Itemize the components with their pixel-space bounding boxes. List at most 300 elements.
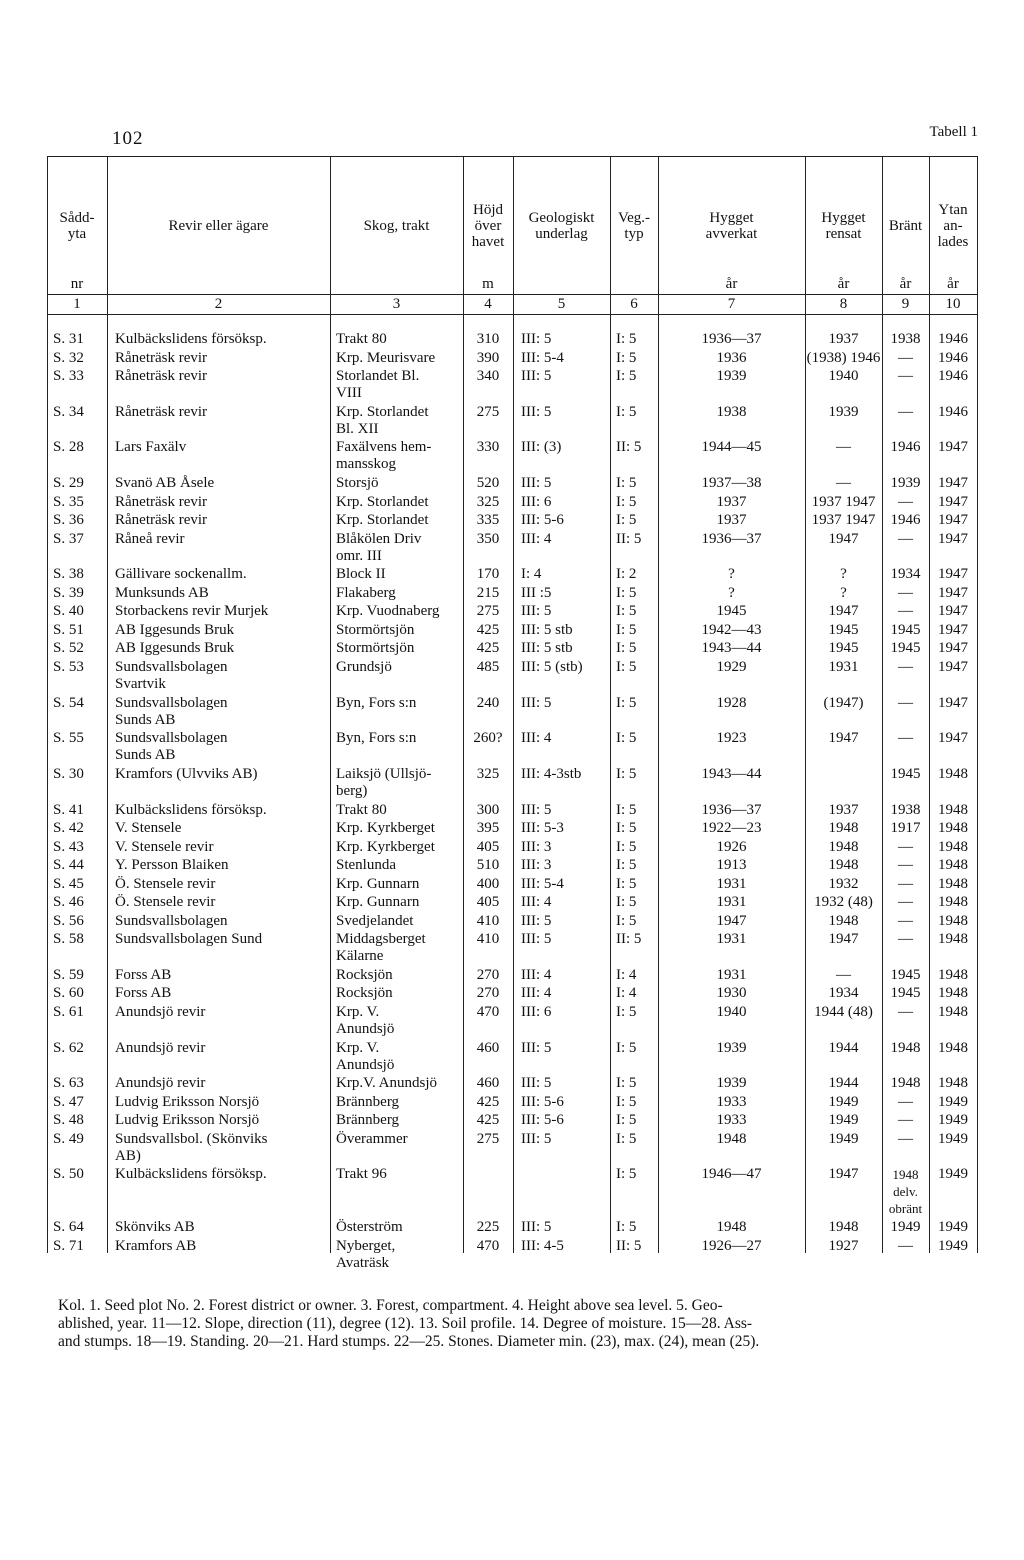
table-cell — [658, 1004, 805, 1021]
table-cell — [336, 350, 463, 367]
page-number: 102 — [112, 128, 144, 149]
table-cell-line: I: 5 — [616, 1039, 637, 1056]
table-cell — [53, 622, 107, 639]
table-cell-line: III: 5-4 — [521, 349, 564, 366]
table-cell — [115, 876, 330, 893]
table-cell — [53, 368, 107, 385]
table-cell — [805, 368, 882, 385]
table-cell-line: 405 — [476, 838, 500, 855]
table-cell — [115, 802, 330, 819]
table-cell-line: Sunds AB — [115, 747, 176, 764]
table-cell-line: — — [898, 1112, 913, 1129]
table-cell — [463, 1131, 513, 1148]
column-number: 5 — [557, 296, 566, 312]
table-cell-line: Ö. Stensele revir — [115, 875, 216, 892]
table-cell-line: 1932 (48) — [814, 894, 873, 911]
table-cell-line: — — [898, 1130, 913, 1147]
table-cell — [521, 1219, 610, 1236]
table-cell-line: 330 — [476, 439, 500, 456]
table-cell-line: 1948 — [828, 820, 859, 837]
table-cell — [616, 1094, 658, 1111]
table-cell — [929, 894, 977, 911]
table-cell-line: Storlandet Bl. — [336, 368, 420, 384]
table-cell — [53, 404, 107, 421]
table-cell — [463, 331, 513, 348]
table-cell — [658, 1075, 805, 1092]
table-cell-line: — — [898, 530, 913, 547]
table-cell — [463, 531, 513, 548]
table-cell — [463, 695, 513, 712]
table-cell-line: Råneträsk revir — [115, 403, 208, 420]
table-cell-line: Faxälvens hem- — [336, 439, 432, 456]
table-cell — [336, 1040, 463, 1074]
table-cell-line: I: 5 — [616, 493, 637, 510]
table-cell — [521, 695, 610, 712]
table-cell-line: 325 — [476, 493, 500, 510]
table-cell-line: I: 5 — [616, 801, 637, 818]
table-cell — [521, 1040, 610, 1057]
table-cell — [805, 439, 882, 456]
table-cell-line: 1948 — [828, 838, 859, 855]
table-cell — [658, 985, 805, 1002]
table-cell — [805, 1131, 882, 1148]
table-cell — [336, 730, 463, 747]
table-cell — [521, 475, 610, 492]
table-cell-line: Anundsjö — [336, 1020, 395, 1037]
table-cell-line: 425 — [476, 1112, 500, 1129]
table-cell — [53, 695, 107, 712]
table-cell — [336, 931, 463, 965]
table-cell — [616, 585, 658, 602]
table-cell — [336, 531, 463, 565]
table-cell — [521, 730, 610, 747]
table-cell-line: Kälarne — [336, 948, 384, 965]
column-header — [658, 210, 805, 242]
table-cell — [616, 894, 658, 911]
table-cell-line: 1932 — [828, 875, 859, 892]
table-cell-line: S. 53 — [53, 658, 84, 675]
table-cell-line: 275 — [476, 403, 500, 420]
table-cell — [616, 566, 658, 583]
table-cell — [882, 839, 929, 856]
table-cell-line: III: 5 — [521, 1130, 552, 1147]
table-cell — [53, 894, 107, 911]
table-cell-line: I: 5 — [616, 658, 637, 675]
table-cell-line: I: 4 — [616, 985, 637, 1002]
column-header — [463, 202, 513, 250]
table-cell-line: III: 5 — [521, 1039, 552, 1056]
table-cell-line: Skönviks AB — [115, 1219, 195, 1236]
table-cell — [115, 1075, 330, 1092]
table-cell-line: 1944—45 — [701, 439, 762, 456]
table-cell-line: 350 — [476, 530, 500, 547]
table-cell-line: 1949 — [938, 1237, 968, 1254]
table-cell-line: Rocksjön — [336, 966, 393, 983]
table-cell-line: — — [898, 1237, 913, 1254]
table-cell-line: Överammer — [336, 1130, 408, 1147]
table-cell — [616, 1219, 658, 1236]
table-cell-line: I: 4 — [521, 566, 542, 583]
table-cell-line: Krp. Storlandet — [336, 403, 429, 420]
table-cell — [805, 967, 882, 984]
table-cell-line: 1949 — [938, 1166, 968, 1183]
table-cell — [115, 1166, 330, 1183]
table-cell — [616, 695, 658, 712]
table-cell-line: Nyberget, — [336, 1237, 396, 1254]
table-cell — [805, 913, 882, 930]
table-cell-line: 1949 — [828, 1112, 859, 1129]
table-cell — [882, 350, 929, 367]
table-cell — [616, 1040, 658, 1057]
table-cell-line: 1933 — [716, 1112, 747, 1129]
table-cell — [616, 494, 658, 511]
table-cell — [463, 766, 513, 783]
table-cell-line: Svedjelandet — [336, 912, 414, 929]
table-cell-line: III: (3) — [521, 439, 562, 456]
table-cell — [115, 913, 330, 930]
table-cell-line: 1934 — [890, 566, 921, 583]
table-cell — [929, 1094, 977, 1111]
table-cell-line: III: 5-3 — [521, 820, 564, 837]
table-cell-line: I: 5 — [616, 349, 637, 366]
table-cell-line: 1948 — [938, 857, 968, 874]
table-cell-line: 1947 — [938, 530, 968, 547]
table-cell — [929, 640, 977, 657]
table-cell-line: 1937 — [828, 801, 859, 818]
table-cell-line: Kramfors AB — [115, 1237, 197, 1254]
table-cell — [53, 1094, 107, 1111]
table-cell-line: 1948 — [892, 1167, 919, 1183]
table-cell-line: 1946 — [890, 512, 921, 529]
table-cell — [463, 1219, 513, 1236]
table-cell-line: Sunds AB — [115, 711, 176, 728]
column-header-line: havet — [471, 234, 505, 250]
table-cell — [805, 494, 882, 511]
table-cell-line: I: 5 — [616, 584, 637, 601]
table-cell — [521, 913, 610, 930]
table-cell — [53, 1166, 107, 1183]
table-cell-line: S. 49 — [53, 1130, 84, 1147]
table-cell — [882, 695, 929, 712]
column-header — [929, 202, 977, 250]
table-cell — [616, 839, 658, 856]
table-cell — [463, 512, 513, 529]
table-cell — [929, 1166, 977, 1183]
table-cell-line: 1943—44 — [701, 765, 762, 782]
table-cell-line: Krp. V. — [336, 1003, 380, 1020]
table-cell-line: 1943—44 — [701, 640, 762, 657]
table-cell — [929, 1112, 977, 1129]
table-cell-line: Kulbäckslidens försöksp. — [115, 1166, 267, 1183]
table-cell — [805, 585, 882, 602]
table-cell — [805, 931, 882, 948]
table-cell — [53, 839, 107, 856]
table-cell — [115, 659, 330, 693]
table-cell — [882, 931, 929, 948]
table-cell-line: Krp.V. Anundsjö — [336, 1075, 437, 1092]
table-cell — [521, 404, 610, 421]
table-cell-line: I: 5 — [616, 1166, 637, 1183]
table-cell-line: 470 — [476, 1003, 500, 1020]
table-cell-line: — — [836, 475, 851, 492]
table-cell — [805, 1094, 882, 1111]
table-cell — [463, 585, 513, 602]
table-cell-line: Storbackens revir Murjek — [115, 603, 269, 620]
table-cell — [929, 1075, 977, 1092]
table-cell-line: 1922—23 — [701, 820, 762, 837]
table-cell — [929, 659, 977, 676]
table-cell-line: 1933 — [716, 1093, 747, 1110]
column-number: 2 — [214, 296, 223, 312]
table-cell — [882, 1094, 929, 1111]
table-cell — [929, 494, 977, 511]
table-cell — [115, 439, 330, 456]
table-cell-line: Anundsjö revir — [115, 1003, 206, 1020]
table-cell-line: ? — [728, 566, 735, 583]
table-cell-line: mansskog — [336, 456, 396, 473]
table-cell-line: 1945 — [716, 603, 747, 620]
table-cell-line: III: 3 — [521, 857, 552, 874]
table-cell — [53, 931, 107, 948]
table-cell-line: 1947 — [938, 493, 968, 510]
table-cell — [521, 1094, 610, 1111]
table-cell — [929, 766, 977, 783]
table-cell — [115, 695, 330, 729]
table-cell — [658, 876, 805, 893]
table-cell-line: 270 — [476, 985, 500, 1002]
column-header-line: Ytan — [938, 202, 968, 218]
table-cell-line: Krp. Storlandet — [336, 512, 429, 529]
table-column-rule — [610, 156, 611, 1253]
table-cell-line: — — [898, 584, 913, 601]
table-cell — [336, 1075, 463, 1092]
table-cell-line: I: 5 — [616, 857, 637, 874]
table-cell-line: Ludvig Eriksson Norsjö — [115, 1112, 260, 1129]
table-cell-line: 1945 — [890, 966, 921, 983]
table-cell — [929, 931, 977, 948]
table-cell — [616, 913, 658, 930]
table-cell — [616, 603, 658, 620]
table-cell — [616, 766, 658, 783]
table-cell-line: I: 5 — [616, 894, 637, 911]
table-cell — [929, 1238, 977, 1255]
table-cell — [882, 802, 929, 819]
footnote-line: ablished, year. 11—12. Slope, direction (11), degree (12). 13. Soil profile. 14. Degree of moisture. 15—28. Ass- — [58, 1315, 753, 1332]
table-cell — [658, 857, 805, 874]
table-cell-line: Sundsvallsbol. (Skönviks — [115, 1130, 268, 1147]
table-cell-line: — — [898, 694, 913, 711]
table-cell-line: omr. III — [336, 547, 382, 564]
table-cell — [805, 475, 882, 492]
table-cell — [616, 659, 658, 676]
table-cell — [658, 1094, 805, 1111]
table-cell — [616, 931, 658, 948]
table-cell-line: S. 35 — [53, 493, 84, 510]
table-cell-line: Anundsjö revir — [115, 1039, 206, 1056]
table-cell — [929, 512, 977, 529]
table-cell-line: 1928 — [716, 694, 747, 711]
table-cell — [616, 331, 658, 348]
table-cell — [882, 730, 929, 747]
table-cell-line: 1947 — [828, 603, 859, 620]
table-cell — [463, 1004, 513, 1021]
column-number: 6 — [630, 296, 638, 312]
table-cell-line: I: 5 — [616, 368, 637, 384]
table-cell-line: 1940 — [716, 1003, 747, 1020]
table-cell — [805, 1040, 882, 1057]
table-cell — [616, 1004, 658, 1021]
table-cell-line: S. 71 — [53, 1237, 84, 1254]
column-header-line: yta — [67, 226, 87, 242]
table-cell-line: Stenlunda — [336, 857, 396, 874]
table-cell — [336, 1166, 463, 1183]
table-cell-line: 1947 — [938, 584, 968, 601]
table-cell-line: 1945 — [828, 640, 859, 657]
table-cell — [53, 640, 107, 657]
table-cell — [929, 404, 977, 421]
table-cell — [616, 1166, 658, 1183]
table-cell-line: II: 5 — [616, 439, 642, 456]
table-cell-line: 470 — [476, 1237, 500, 1254]
table-cell-line: 1947 — [716, 912, 747, 929]
table-cell-line: 1948 — [828, 1219, 859, 1236]
table-cell — [53, 494, 107, 511]
table-cell — [53, 1040, 107, 1057]
table-cell — [882, 640, 929, 657]
table-cell-line: 1947 — [938, 439, 968, 456]
table-cell-line: 1944 (48) — [814, 1003, 873, 1020]
table-cell — [53, 331, 107, 348]
table-cell-line: 270 — [476, 966, 500, 983]
table-cell-line: — — [898, 493, 913, 510]
table-cell — [929, 857, 977, 874]
table-cell-line: delv. — [893, 1184, 918, 1200]
table-cell — [805, 876, 882, 893]
table-cell — [882, 622, 929, 639]
table-cell — [463, 439, 513, 456]
table-cell-line: 1945 — [890, 640, 921, 657]
table-cell — [336, 622, 463, 639]
table-cell-line: 1948 — [938, 931, 968, 948]
table-cell — [463, 494, 513, 511]
table-cell-line: 1949 — [938, 1219, 968, 1236]
table-cell-line: 1946 — [890, 439, 921, 456]
table-cell-line: 1949 — [890, 1219, 921, 1236]
table-cell — [521, 585, 610, 602]
table-cell — [658, 1131, 805, 1148]
column-header-line: Veg.- — [617, 210, 651, 226]
table-cell-line: III: 6 — [521, 1003, 552, 1020]
table-cell — [463, 659, 513, 676]
table-cell — [463, 603, 513, 620]
table-cell — [521, 1004, 610, 1021]
table-cell — [115, 1004, 330, 1021]
table-cell-line: III: 4 — [521, 530, 552, 547]
table-cell-line: III: 5 — [521, 368, 552, 384]
table-cell — [658, 439, 805, 456]
table-cell-line: III: 4 — [521, 730, 552, 747]
table-cell — [882, 331, 929, 348]
table-label: Tabell 1 — [929, 124, 978, 140]
table-cell-line: S. 41 — [53, 801, 84, 818]
table-cell — [521, 894, 610, 911]
table-cell-line: Kramfors (Ulvviks AB) — [115, 765, 258, 782]
table-cell — [53, 876, 107, 893]
table-cell — [336, 894, 463, 911]
table-cell — [53, 1004, 107, 1021]
table-cell-line: Trakt 80 — [336, 331, 387, 347]
table-cell-line: Flakaberg — [336, 584, 396, 601]
table-cell-line: III: 5 — [521, 912, 552, 929]
table-cell — [336, 766, 463, 800]
table-cell — [805, 566, 882, 583]
table-cell — [53, 820, 107, 837]
table-cell — [463, 802, 513, 819]
table-cell-line: S. 34 — [53, 403, 84, 420]
table-cell-line: 1931 — [716, 875, 747, 892]
table-cell-line: 1939 — [716, 368, 747, 384]
table-cell — [336, 985, 463, 1002]
table-cell-line: S. 45 — [53, 875, 84, 892]
table-cell — [616, 350, 658, 367]
table-cell-line: 1948 — [828, 857, 859, 874]
table-cell — [115, 350, 330, 367]
column-header-line: typ — [624, 226, 644, 242]
table-cell-line: 170 — [476, 566, 500, 583]
table-cell-line: 1947 — [938, 694, 968, 711]
table-cell — [53, 913, 107, 930]
table-cell-line: — — [898, 658, 913, 675]
table-cell — [521, 985, 610, 1002]
table-cell-line: 1948 — [938, 838, 968, 855]
table-cell — [463, 985, 513, 1002]
table-cell — [463, 622, 513, 639]
table-cell — [658, 640, 805, 657]
table-cell — [882, 531, 929, 548]
table-cell-line: 1946 — [938, 349, 968, 366]
table-cell-line: I: 5 — [616, 694, 637, 711]
table-cell-line: Sundsvallsbolagen Sund — [115, 931, 263, 948]
column-header-line: avverkat — [705, 226, 758, 242]
table-cell-line: Sundsvallsbolagen — [115, 912, 228, 929]
table-cell-line: S. 56 — [53, 912, 84, 929]
table-cell — [336, 566, 463, 583]
column-header — [330, 218, 463, 234]
table-cell — [658, 512, 805, 529]
table-cell — [658, 603, 805, 620]
table-cell-line: — — [898, 603, 913, 620]
table-cell-line: S. 30 — [53, 765, 84, 782]
table-cell-line: 1947 — [828, 730, 859, 747]
table-cell — [115, 368, 330, 385]
table-cell — [616, 622, 658, 639]
table-cell — [53, 766, 107, 783]
table-cell — [521, 603, 610, 620]
table-cell — [805, 695, 882, 712]
table-cell — [616, 1112, 658, 1129]
table-cell — [658, 894, 805, 911]
table-cell — [463, 1238, 513, 1255]
table-rule — [47, 314, 977, 315]
table-cell — [115, 566, 330, 583]
table-cell-line: 485 — [476, 658, 500, 675]
table-cell-line: 1938 — [890, 331, 921, 347]
table-cell-line: I: 5 — [616, 912, 637, 929]
table-cell — [805, 659, 882, 676]
table-cell-line: Sundsvallsbolagen — [115, 658, 228, 675]
table-cell — [336, 1238, 463, 1272]
table-cell-line: 1945 — [890, 765, 921, 782]
